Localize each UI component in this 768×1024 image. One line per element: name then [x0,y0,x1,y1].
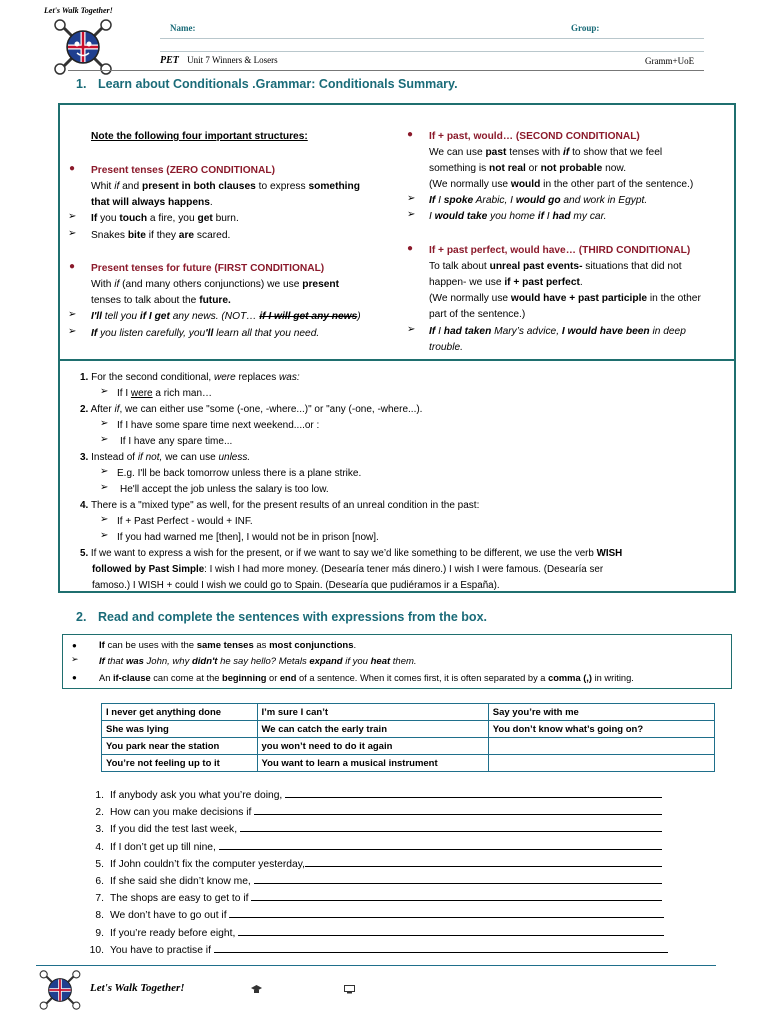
exercise-text: If you did the test last week, [110,824,240,836]
answer-blank[interactable] [214,943,668,953]
exercise-text: We don’t have to go out if [110,910,230,922]
section1-title [76,77,458,91]
first-line-1: With if (and many others conjunctions) we use present [91,279,340,290]
name-label: Name: [170,23,196,33]
arrow-bullet: ➢ [100,434,109,445]
footer-mascot-icon [38,968,82,1012]
table-cell: Say you’re with me [488,704,714,721]
arrow-bullet: ➢ [100,466,109,477]
answer-blank[interactable] [229,908,664,918]
answer-blank[interactable] [305,857,662,867]
table-cell: I’m sure I can’t [257,704,488,721]
arrow-bullet: ➢ [100,514,109,525]
exercise-item [82,788,662,801]
section2-text: Read and complete the sentences with expressions from the box. [98,610,487,624]
exercise-number: 6. [95,876,104,887]
table-row [102,721,715,738]
note-1-example: If I were a rich man… [117,388,213,399]
exercise-text: If you’re ready before eight, [110,927,239,939]
exercise-text: If she said she didn’t know me, [110,876,254,887]
section2-title [76,610,487,624]
third-line-3: (We normally use would have + past participle in the other [429,293,701,304]
rule-1: If can be uses with the same tenses as most conjunctions. [99,640,357,651]
bullet: ● [72,641,77,650]
exercise-number: 7. [95,893,104,905]
third-example-1-cont: trouble. [429,342,463,353]
note-4-example-2: If you had warned me [then], I would not be in prison [now]. [117,532,379,543]
course-code: PET [160,55,179,66]
exercise-number: 9. [95,927,104,939]
note-5: 5. If we want to express a wish for the present, or if we want to say we’d like something to be different, we use the verb WISH [80,548,623,559]
intro-note: Note the following four important structures: [91,131,308,142]
bullet: ● [407,129,414,140]
exercise-item [82,908,664,921]
note-3-example-1: E.g. I'll be back tomorrow unless there is a plane strike. [117,468,362,479]
exercise-item [82,874,662,887]
note-4-example-1: If + Past Perfect - would + INF. [117,516,253,527]
note-2: 2. After if, we can either use "some (-one, -where...)" or "any (-one, -where...). [80,404,423,415]
answer-blank[interactable] [254,874,662,884]
exercise-item [82,822,662,835]
second-line-1: We can use past tenses with if to show that we feel [429,147,663,158]
arrow-bullet: ➢ [71,654,79,664]
footer-logo-text: Let's Walk Together! [90,982,185,994]
section2-number: 2. [76,610,87,624]
table-row [102,704,715,721]
exercise-item [82,805,662,818]
table-row [102,755,715,772]
table-cell: you won’t need to do it again [257,738,488,755]
third-line-4: part of the sentence.) [429,309,526,320]
note-4: 4. There is a "mixed type" as well, for the present results of an unreal condition in the past: [80,500,480,511]
zero-conditional-heading: Present tenses (ZERO CONDITIONAL) [91,165,275,176]
answer-blank[interactable] [238,926,664,936]
zero-example-2: Snakes bite if they are scared. [91,230,231,241]
note-2-example-2: If I have any spare time... [120,436,233,447]
arrow-bullet: ➢ [68,326,77,337]
note-2-example-1: If I have some spare time next weekend....or : [117,420,320,431]
rule-3: An if-clause can come at the beginning or end of a sentence. When it comes first, it is often separated by a comma (,) in writing. [99,673,634,683]
second-conditional-heading: If + past, would… (SECOND CONDITIONAL) [429,131,640,142]
table-cell: I never get anything done [102,704,258,721]
first-line-2: tenses to talk about the future. [91,295,231,306]
exercise-item [82,840,662,853]
exercise-number: 3. [95,824,104,836]
third-line-1: To talk about unreal past events- situations that did not [429,261,682,272]
exercise-text: If I don’t get up till nine, [110,841,219,853]
note-3: 3. Instead of if not, we can use unless. [80,452,251,463]
expressions-table [101,703,715,772]
table-row [102,738,715,755]
arrow-bullet: ➢ [68,309,77,320]
table-cell [488,738,714,755]
header-line-bottom [160,51,704,52]
bullet: ● [69,163,76,174]
exercise-number: 10. [89,944,104,956]
zero-line-2: that will always happens. [91,197,213,208]
section1-text: Learn about Conditionals .Grammar: Conditionals Summary. [98,77,458,91]
footer-line [36,965,716,966]
table-cell: You park near the station [102,738,258,755]
arrow-bullet: ➢ [100,482,109,493]
unit-title: Unit 7 Winners & Losers [187,55,278,65]
arrow-bullet: ➢ [407,193,416,204]
first-example-1: I'll tell you if I get any news. (NOT… if I will get any news) [91,311,361,322]
exercise-item [82,891,662,904]
header-right-label: Gramm+UoE [645,56,695,66]
arrow-bullet: ➢ [100,386,109,397]
rule-2: If that was John, why didn't he say hello? Metals expand if you heat them. [99,656,417,667]
header-logo [38,4,128,76]
exercise-number: 5. [95,858,104,870]
bullet: ● [72,673,77,682]
graduation-cap-icon [251,985,262,994]
arrow-bullet: ➢ [100,530,109,541]
computer-icon [344,985,355,994]
third-conditional-heading: If + past perfect, would have… (THIRD CONDITIONAL) [429,245,691,256]
exercise-item [82,857,662,870]
header-line-top [160,38,704,39]
exercise-number: 1. [95,790,104,801]
third-example-1: If I had taken Mary’s advice, I would have been in deep [429,326,686,337]
arrow-bullet: ➢ [68,211,77,222]
note-5-line-3: famoso.) I WISH + could I wish we could go to Spain. (Desearía que pudiéramos ir a España). [92,580,500,591]
zero-line-1: Whit if and present in both clauses to express something [91,181,360,192]
table-cell: We can catch the early train [257,721,488,738]
course-label [160,55,278,66]
answer-blank[interactable] [285,788,662,798]
second-line-3: (We normally use would in the other part of the sentence.) [429,179,694,190]
bullet: ● [407,243,414,254]
bullet: ● [69,261,76,272]
exercise-text: You have to practise if [110,944,214,956]
zero-example-1: If you touch a fire, you get burn. [91,213,239,224]
third-line-2: happen- we use if + past perfect. [429,277,583,288]
exercise-text: The shops are easy to get to if [110,893,252,905]
arrow-bullet: ➢ [100,418,109,429]
logo-text: Let's Walk Together! [44,6,113,15]
section1-number: 1. [76,77,87,91]
second-example-1: If I spoke Arabic, I would go and work in Egypt. [429,195,648,206]
note-1: 1. For the second conditional, were replaces was: [80,372,300,383]
exercise-number: 2. [95,807,104,819]
answer-blank[interactable] [219,840,662,850]
first-example-2: If you listen carefully, you'll learn all that you need. [91,328,320,339]
exercise-item [82,926,664,939]
exercise-text: How can you make decisions if [110,807,255,819]
second-example-2: I would take you home if I had my car. [429,211,607,222]
table-cell: You want to learn a musical instrument [257,755,488,772]
mascot-icon [52,18,114,76]
header-line-3 [68,70,704,71]
exercise-text: If anybody ask you what you’re doing, [110,790,286,801]
second-line-2: something is not real or not probable now. [429,163,627,174]
exercise-text: If John couldn’t fix the computer yesterday, [110,858,305,870]
table-cell: You don’t know what’s going on? [488,721,714,738]
group-label: Group: [571,23,600,33]
table-cell: You’re not feeling up to it [102,755,258,772]
answer-blank[interactable] [251,891,662,901]
answer-blank[interactable] [240,822,662,832]
arrow-bullet: ➢ [407,209,416,220]
box1-divider [58,359,736,361]
arrow-bullet: ➢ [407,324,416,335]
arrow-bullet: ➢ [68,228,77,239]
note-5-line-2: followed by Past Simple: I wish I had more money. (Desearía tener más dinero.) I wish I were famous. (Desearía ser [92,564,604,575]
note-3-example-2: He'll accept the job unless the salary is too low. [120,484,329,495]
table-cell: She was lying [102,721,258,738]
table-cell [488,755,714,772]
exercise-item [82,943,668,956]
answer-blank[interactable] [254,805,662,815]
exercise-number: 8. [95,910,104,922]
first-conditional-heading: Present tenses for future (FIRST CONDITIONAL) [91,263,325,274]
exercise-number: 4. [95,841,104,853]
